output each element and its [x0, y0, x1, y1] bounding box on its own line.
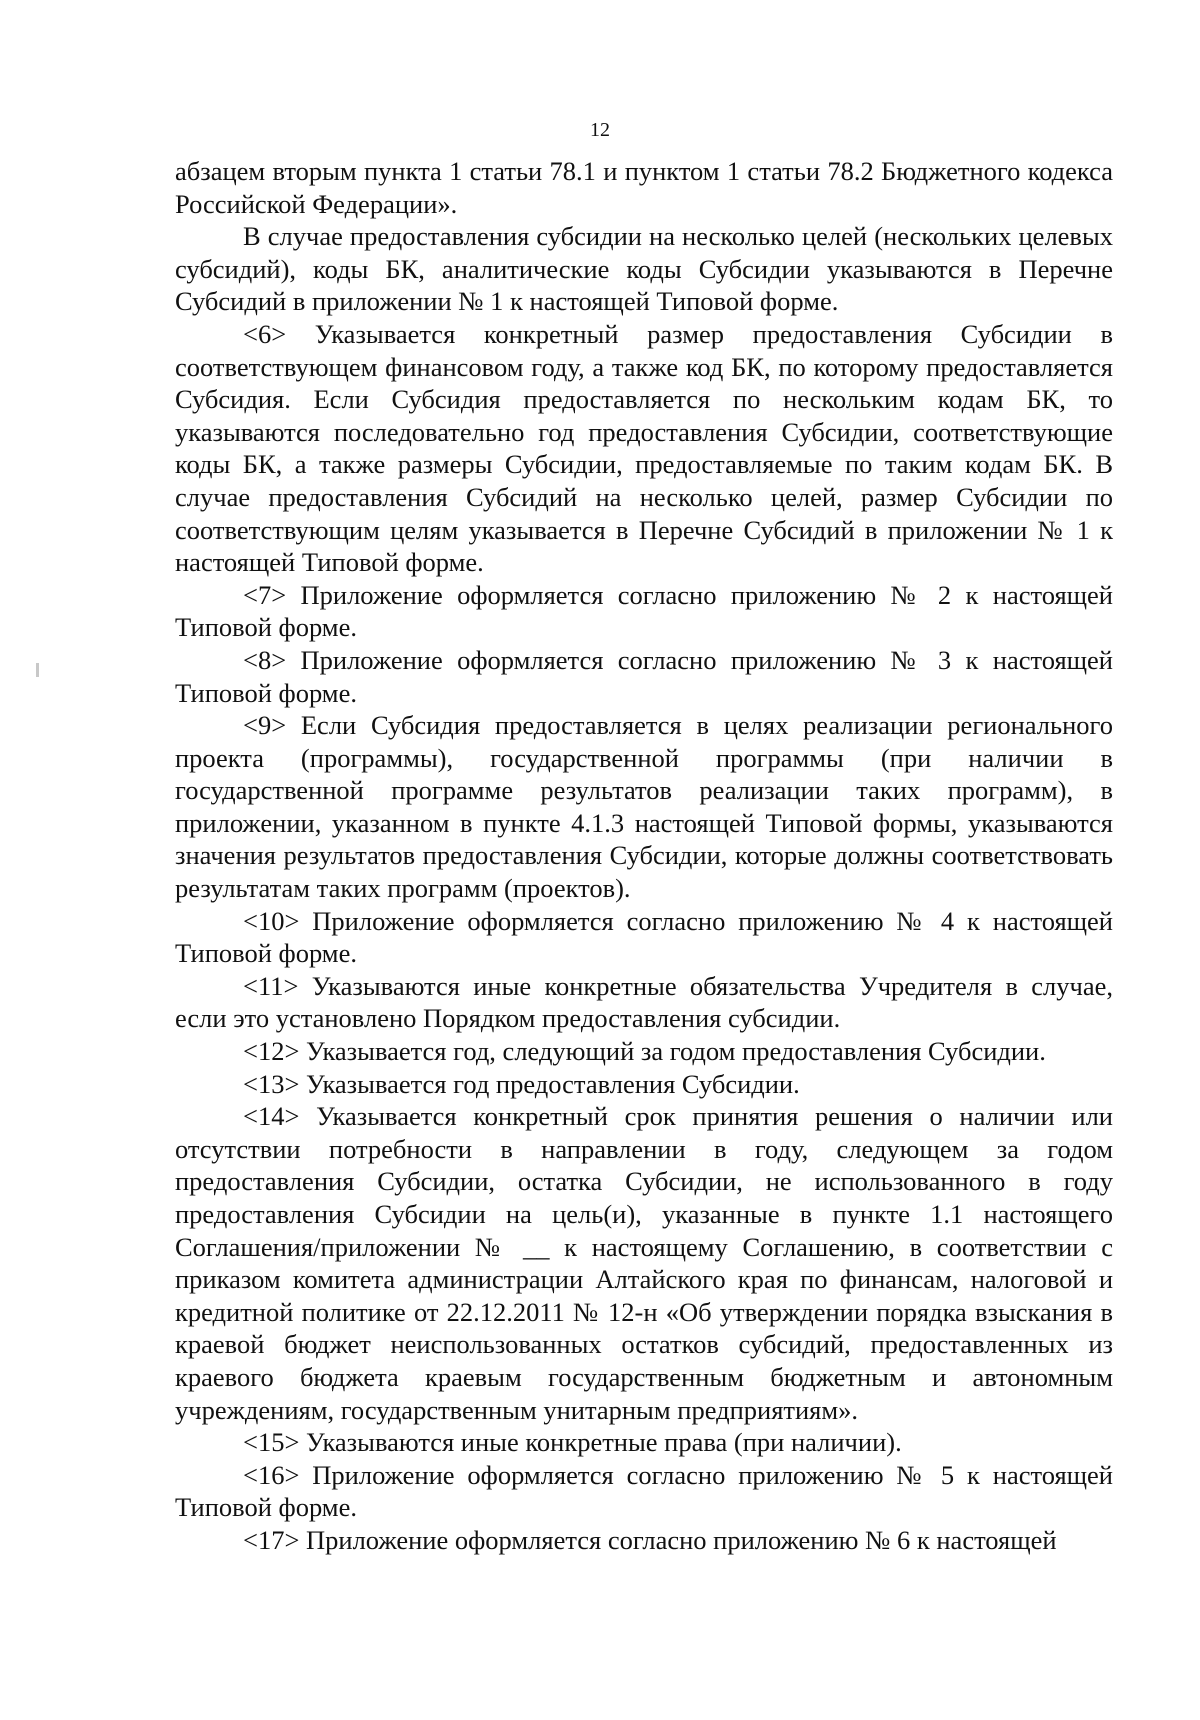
- footnote-10: <10> Приложение оформляется согласно приложению № 4 к настоящей Типовой форме.: [175, 905, 1113, 969]
- paragraph-continuation: абзацем вторым пункта 1 статьи 78.1 и пунктом 1 статьи 78.2 Бюджетного кодекса Российской Федерации».: [175, 156, 1113, 219]
- footnote-6: <6> Указывается конкретный размер предоставления Субсидии в соответствующем финансовом году, а также код БК, по которому предоставляется Субсидия. Если Субсидия предоставляется по нескольким кодам БК, то указываются последовательно год предоставления Субсидии, соответствующие коды БК, а также размеры Субсидии, предоставляемые по таким кодам БК. В случае предоставления Субсидий на несколько целей, размер Субсидии по соответствующим целям указывается в Перечне Субсидий в приложении № 1 к настоящей Типовой форме.: [175, 318, 1113, 578]
- scan-margin-mark: [36, 663, 39, 677]
- footnote-8: <8> Приложение оформляется согласно приложению № 3 к настоящей Типовой форме.: [175, 644, 1113, 708]
- footnote-15: <15> Указываются иные конкретные права (при наличии).: [243, 1427, 902, 1458]
- paragraph-multiple-subsidies: В случае предоставления субсидии на несколько целей (нескольких целевых субсидий), коды БК, аналитические коды Субсидии указываются в Перечне Субсидий в приложении № 1 к настоящей Типовой форме.: [175, 221, 1113, 317]
- document-body: [175, 155, 1113, 1557]
- footnote-13: <13> Указывается год предоставления Субсидии.: [243, 1068, 800, 1099]
- footnote-9: <9> Если Субсидия предоставляется в целях реализации регионального проекта (программы), государственной программы (при наличии в государственной программе результатов реализации таких программ), в приложении, указанном в пункте 4.1.3 настоящей Типовой формы, указываются значения результатов предоставления Субсидии, которые должны соответствовать результатам таких программ (проектов).: [175, 710, 1113, 904]
- footnote-16: <16> Приложение оформляется согласно приложению № 5 к настоящей Типовой форме.: [175, 1459, 1113, 1523]
- footnote-12: <12> Указывается год, следующий за годом предоставления Субсидии.: [243, 1036, 1046, 1067]
- footnote-7: <7> Приложение оформляется согласно приложению № 2 к настоящей Типовой форме.: [175, 579, 1113, 643]
- footnote-17: <17> Приложение оформляется согласно приложению № 6 к настоящей: [243, 1524, 1057, 1555]
- footnote-11: <11> Указываются иные конкретные обязательства Учредителя в случае, если это установлено Порядком предоставления субсидии.: [175, 970, 1113, 1034]
- page-number: 12: [590, 119, 610, 141]
- footnote-14: <14> Указывается конкретный срок принятия решения о наличии или отсутствии потребности в направлении в году, следующем за годом предоставления Субсидии, остатка Субсидии, не использованного в году предоставления Субсидии на цель(и), указанные в пункте 1.1 настоящего Соглашения/приложении № __ к настоящему Соглашению, в соответствии с приказом комитета администрации Алтайского края по финансам, налоговой и кредитной политике от 22.12.2011 № 12-н «Об утверждении порядка взыскания в краевой бюджет неиспользованных остатков субсидий, предоставленных из краевого бюджета краевым государственным бюджетным и автономным учреждениям, государственным унитарным предприятиям».: [175, 1101, 1113, 1425]
